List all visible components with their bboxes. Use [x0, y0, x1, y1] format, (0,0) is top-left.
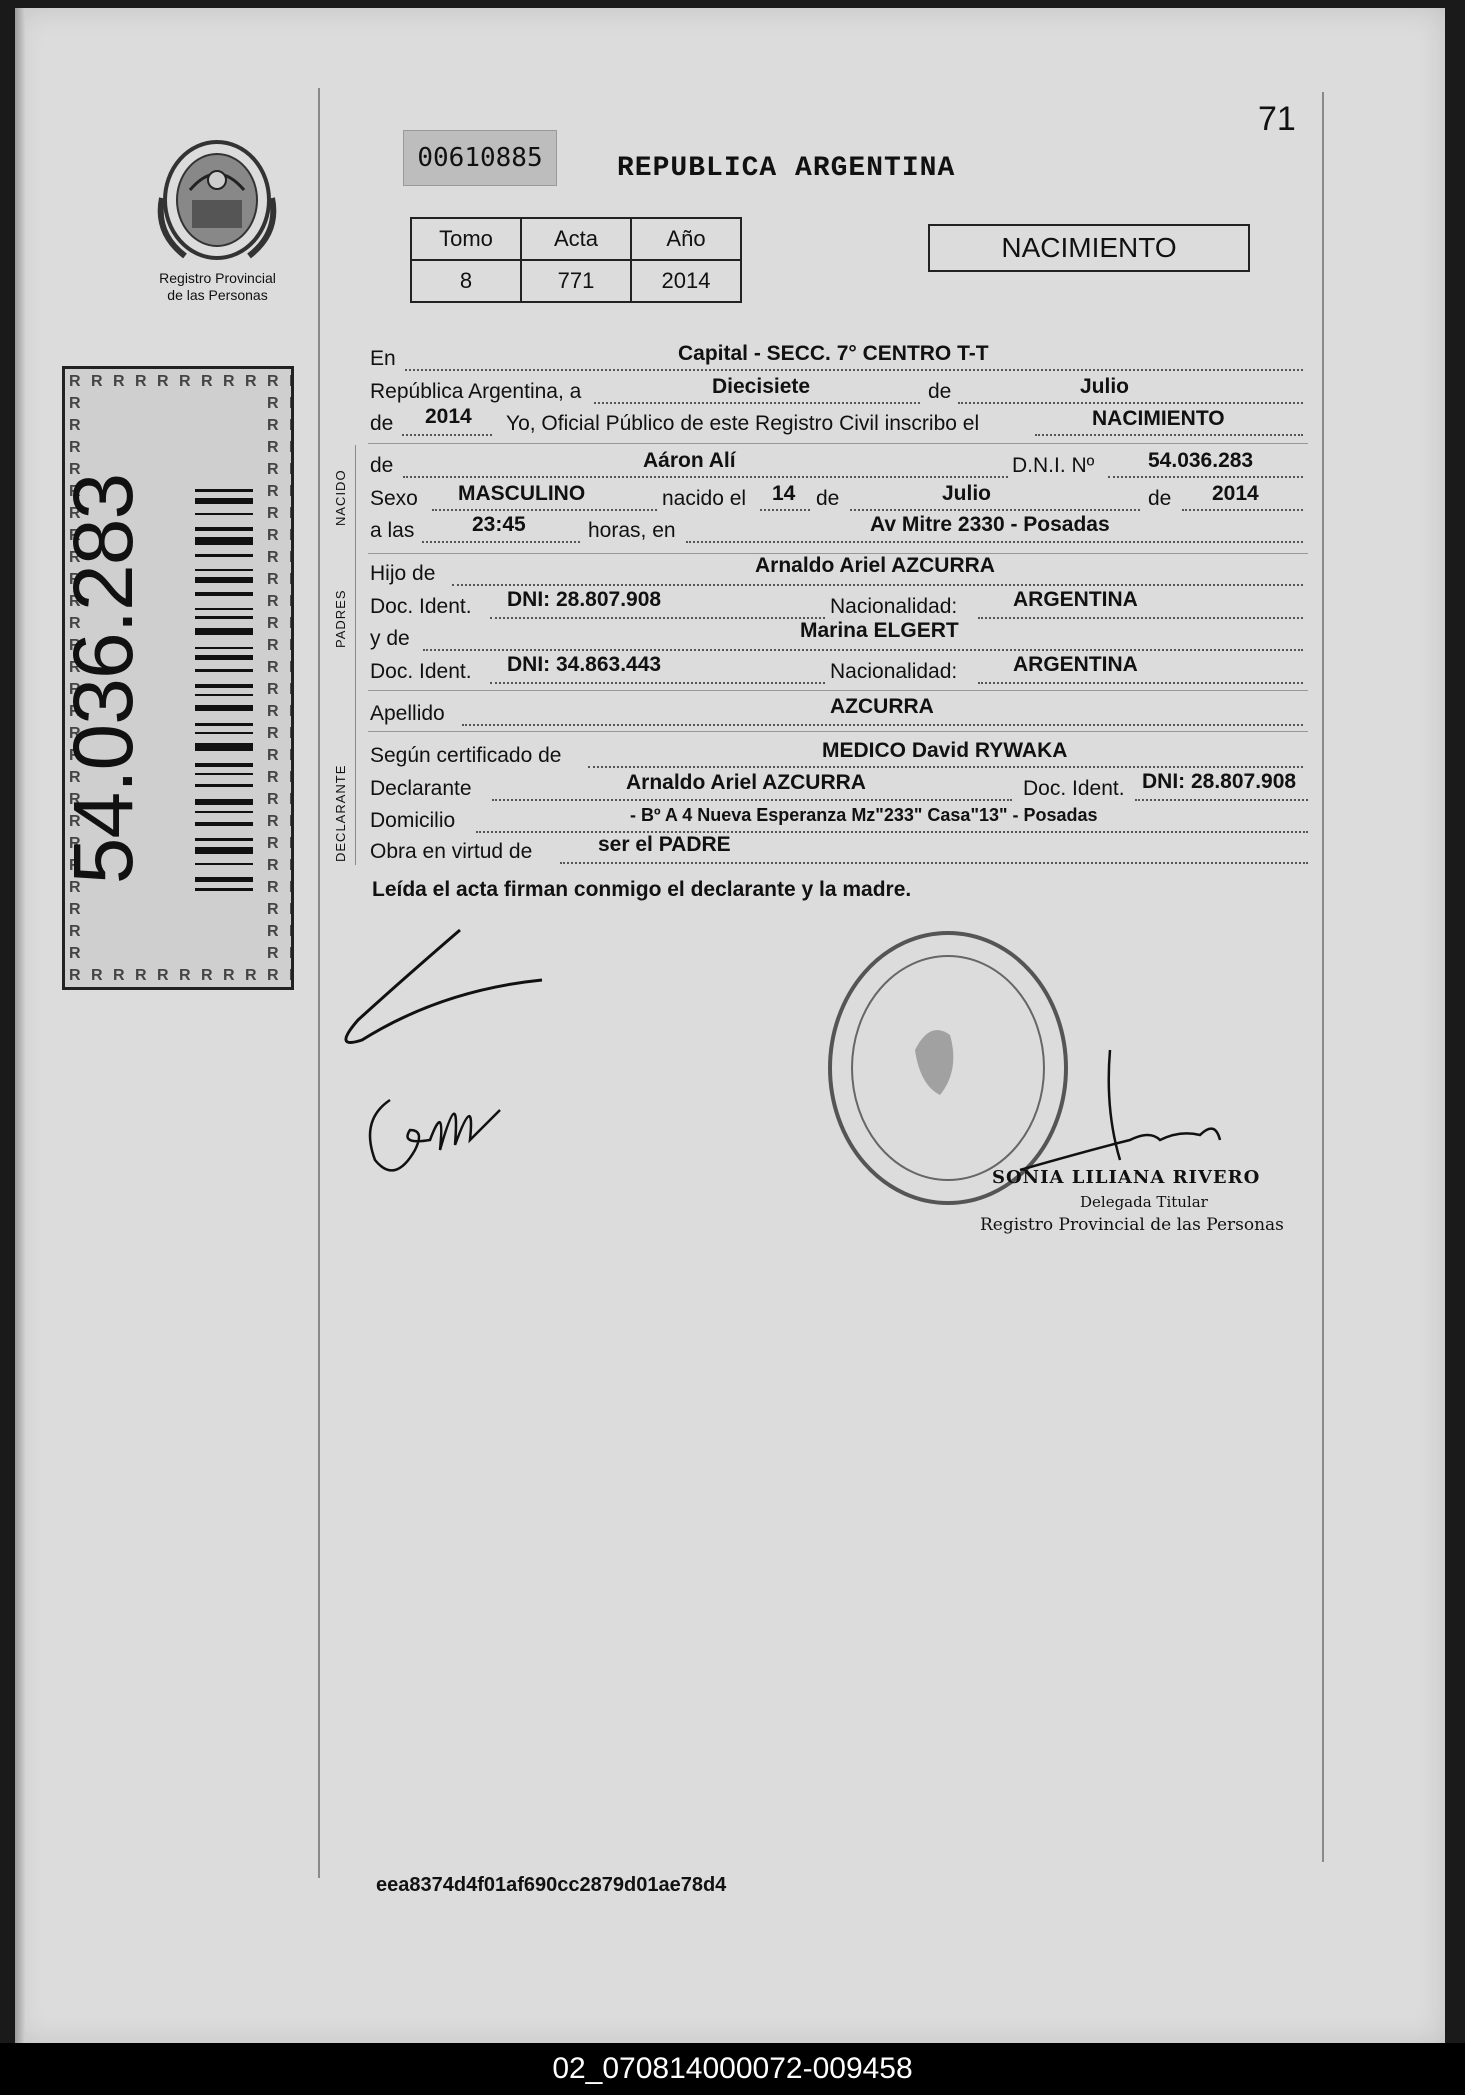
barcode-bar: [195, 877, 253, 882]
label-domicilio: Domicilio: [370, 809, 456, 832]
barcode-bar: [195, 811, 253, 813]
value-declarante-doc: DNI: 28.807.908: [1142, 770, 1297, 793]
province-seal-icon: [150, 138, 285, 268]
acta-value: 771: [521, 260, 631, 302]
barcode-bar: [195, 655, 253, 660]
stamp-official-role: Delegada Titular: [1080, 1193, 1208, 1211]
barcode-bar: [195, 723, 253, 726]
value-inscribo: NACIMIENTO: [1092, 407, 1225, 430]
tomo-header: Tomo: [411, 218, 521, 260]
barcode-bar: [195, 537, 253, 545]
separator-1: [368, 443, 1308, 444]
barcode-bar: [195, 684, 253, 688]
separator-3: [368, 690, 1308, 691]
value-mes-nac: Julio: [942, 482, 992, 505]
act-type-box: NACIMIENTO: [928, 224, 1250, 272]
barcode-bar: [195, 628, 253, 635]
label-apellido: Apellido: [370, 702, 445, 725]
value-padre: Arnaldo Ariel AZCURRA: [755, 554, 995, 577]
mother-signature-icon: [350, 1060, 520, 1195]
barcode-bar: [195, 763, 253, 767]
label-nacido-el: nacido el: [662, 487, 747, 510]
barcode-bar: [195, 799, 253, 805]
value-lugar-nac: Av Mitre 2330 - Posadas: [870, 513, 1110, 536]
value-hora: 23:45: [472, 513, 526, 536]
anio-header: Año: [631, 218, 741, 260]
seal-caption-line-2: de las Personas: [167, 287, 268, 303]
value-anio: 2014: [425, 405, 472, 428]
value-certificado: MEDICO David RYWAKA: [822, 739, 1068, 762]
label-de-mes-nac: de: [816, 487, 840, 510]
barcode-bar: [195, 784, 253, 787]
value-declarante: Arnaldo Ariel AZCURRA: [626, 771, 866, 794]
barcode-bar: [195, 669, 253, 672]
barcode-bar: [195, 577, 253, 583]
value-madre-nac: ARGENTINA: [1013, 653, 1138, 676]
declarant-signature-icon: [322, 920, 552, 1080]
right-margin-line: [1322, 92, 1324, 1862]
value-lugar: Capital - SECC. 7° CENTRO T-T: [678, 342, 989, 365]
row-en: [370, 345, 396, 373]
label-hijo-de: Hijo de: [370, 562, 436, 585]
section-left-rule: [355, 445, 356, 865]
registry-table: [410, 217, 742, 303]
country-title: REPUBLICA ARGENTINA: [617, 153, 956, 184]
label-en: En: [370, 347, 396, 370]
label-doc-declarante: Doc. Ident.: [1023, 777, 1125, 800]
barcode-bar: [195, 888, 253, 891]
label-nac-madre: Nacionalidad:: [830, 660, 958, 683]
barcode-bar: [195, 498, 253, 504]
official-signature-icon: [1010, 1040, 1240, 1180]
value-dia-letras: Diecisiete: [712, 375, 811, 398]
barcode-bar: [195, 554, 253, 557]
value-padre-nac: ARGENTINA: [1013, 588, 1138, 611]
barcode-bar: [195, 732, 253, 734]
value-padre-doc: DNI: 28.807.908: [507, 588, 662, 611]
barcode-bar: [195, 489, 253, 492]
closing-statement: Leída el acta firman conmigo el declarante y la madre.: [372, 878, 912, 901]
value-apellido: AZCURRA: [830, 695, 934, 718]
scan-footer-id: 02_070814000072-009458: [0, 2043, 1465, 2095]
barcode-bar: [195, 838, 253, 841]
document-sheet: [15, 8, 1445, 2043]
barcode-bar: [195, 616, 253, 619]
barcode-bar: [195, 608, 253, 610]
label-republica: República Argentina, a: [370, 380, 582, 403]
label-de-anio: de: [370, 412, 394, 435]
label-de-mes: de: [928, 380, 952, 403]
stamp-organization: Registro Provincial de las Personas: [980, 1215, 1284, 1235]
label-horas-en: horas, en: [588, 519, 676, 542]
label-declarante: Declarante: [370, 777, 472, 800]
section-nacido: NACIDO: [333, 469, 348, 526]
barcode-bar: [195, 863, 253, 865]
section-declarante: DECLARANTE: [333, 764, 348, 862]
value-anio-nac: 2014: [1212, 482, 1259, 505]
label-sexo: Sexo: [370, 487, 418, 510]
anio-value: 2014: [631, 260, 741, 302]
label-yo: Yo, Oficial Público de este Registro Civil inscribo el: [506, 412, 980, 435]
value-madre: Marina ELGERT: [800, 619, 959, 642]
barcode-bar: [195, 569, 253, 571]
tomo-value: 8: [411, 260, 521, 302]
barcode-block: [56, 366, 294, 990]
seal-caption: [140, 270, 295, 304]
label-doc-madre: Doc. Ident.: [370, 660, 472, 683]
label-dni: D.N.I. Nº: [1012, 454, 1095, 477]
value-nombre: Aáron Alí: [643, 449, 736, 472]
serial-number: 00610885: [403, 130, 557, 186]
value-virtud: ser el PADRE: [598, 833, 731, 856]
barcode-number: 54.036.283: [56, 473, 150, 885]
value-dia-nac: 14: [772, 482, 796, 505]
barcode-bar: [195, 694, 253, 696]
label-nac-padre: Nacionalidad:: [830, 595, 958, 618]
value-mes: Julio: [1080, 375, 1130, 398]
separator-4: [368, 731, 1308, 732]
barcode-bar: [195, 527, 253, 531]
seal-caption-line-1: Registro Provincial: [159, 270, 276, 286]
label-segun: Según certificado de: [370, 744, 562, 767]
row-republica: [370, 378, 581, 406]
label-y-de: y de: [370, 627, 410, 650]
label-de-anio-nac: de: [1148, 487, 1172, 510]
barcode-bar: [195, 513, 253, 515]
label-doc-padre: Doc. Ident.: [370, 595, 472, 618]
barcode-bar: [195, 592, 253, 596]
stamp-official-name: SONIA LILIANA RIVERO: [992, 1167, 1261, 1188]
section-padres: PADRES: [333, 589, 348, 648]
document-hash: eea8374d4f01af690cc2879d01ae78d4: [376, 1874, 727, 1896]
label-obra: Obra en virtud de: [370, 840, 533, 863]
page-number: 71: [1258, 100, 1296, 138]
barcode-bar: [195, 822, 253, 826]
barcode-bar: [195, 743, 253, 751]
label-de-nombre: de: [370, 454, 394, 477]
barcode-bar: [195, 647, 253, 649]
label-a-las: a las: [370, 519, 415, 542]
value-dni: 54.036.283: [1148, 449, 1254, 472]
barcode-bar: [195, 847, 253, 854]
value-sexo: MASCULINO: [458, 482, 586, 505]
acta-header: Acta: [521, 218, 631, 260]
left-margin-line: [318, 88, 320, 1878]
value-domicilio: - Bº A 4 Nueva Esperanza Mz"233" Casa"13" - Posadas: [630, 805, 1098, 825]
value-madre-doc: DNI: 34.863.443: [507, 653, 662, 676]
barcode-bar: [195, 773, 253, 775]
barcode-bar: [195, 705, 253, 711]
